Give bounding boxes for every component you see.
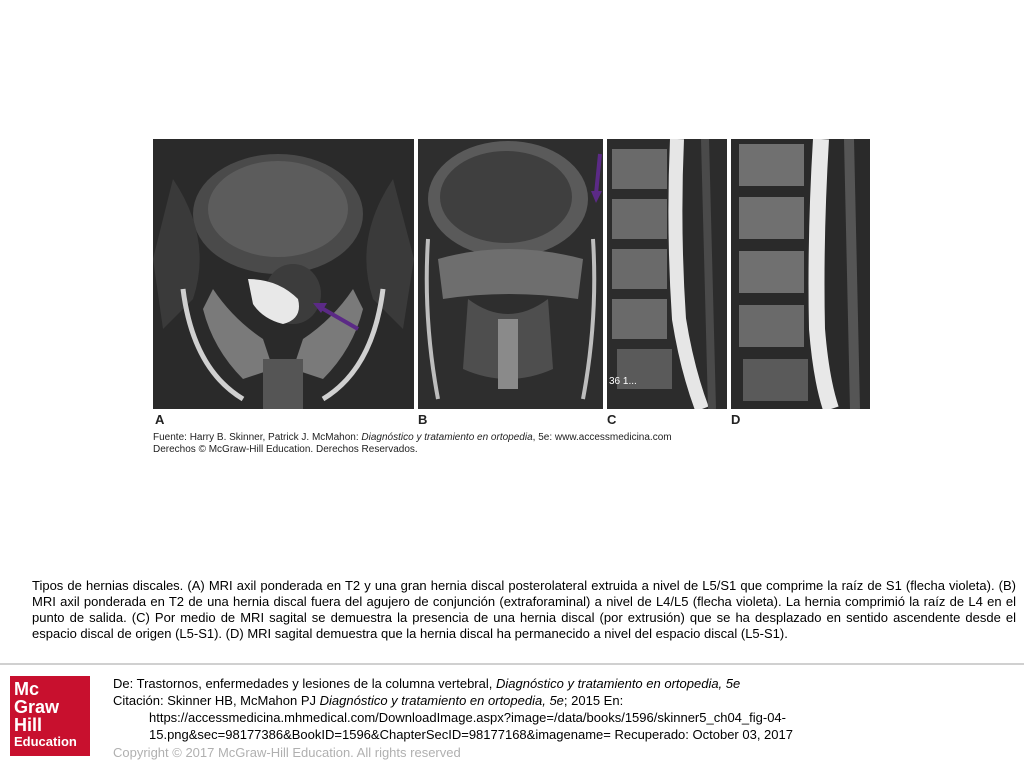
panel-label-c: C <box>607 412 617 427</box>
figure-source-line: Fuente: Harry B. Skinner, Patrick J. McMahon: Diagnóstico y tratamiento en ortopedia, 5e: www.accessmedicina.com <box>153 432 672 443</box>
citation-url-line2: 15.png&sec=98177386&BookID=1596&ChapterSecID=98177168&imagename= Recuperado: October 03, 2017 <box>149 727 793 742</box>
panel-label-d: D <box>731 412 741 427</box>
figure-caption: Tipos de hernias discales. (A) MRI axil ponderada en T2 y una gran hernia discal posterolateral extruida a nivel de L5/S1 que comprime la raíz de S1 (flecha violeta). (B) MRI axil ponderada en T2 de una hernia discal fuera del agujero de conjunción (extraforaminal) a nivel de L4/L5 (flecha violeta). La hernia comprimió la raíz de L4 en el punto de salida. (C) Por medio de MRI sagital se demuestra la presencia de una hernia discal (por extrusión) que se ha desplazado en sentido ascendente desde el espacio discal de origen (L5-S1). (D) MRI sagital demuestra que la hernia discal ha permanecido a nivel del espacio discal (L5-S1). <box>32 578 1016 641</box>
panel-label-b: B <box>418 412 428 427</box>
citation-url-line1: https://accessmedicina.mhmedical.com/DownloadImage.aspx?image=/data/books/1596/skinner5_ch04_fig-04- <box>149 710 786 725</box>
citation-line: Citación: Skinner HB, McMahon PJ Diagnóstico y tratamiento en ortopedia, 5e; 2015 En: <box>113 693 624 708</box>
source-chapter-line: De: Trastornos, enfermedades y lesiones de la columna vertebral, Diagnóstico y tratamiento en ortopedia, 5e <box>113 676 741 691</box>
mri-figure <box>153 137 870 453</box>
figure-rights-line: Derechos © McGraw-Hill Education. Derechos Reservados. <box>153 444 418 455</box>
mcgraw-hill-logo: Mc Graw Hill Education <box>10 676 90 756</box>
mri-panel-b <box>418 139 603 409</box>
mri-panel-c <box>607 139 727 409</box>
mri-panel-d <box>731 139 870 409</box>
figure-credit <box>153 432 870 456</box>
citation-footer <box>113 675 1013 761</box>
footer-divider <box>0 663 1024 665</box>
mri-panel-a <box>153 139 414 409</box>
panel-c-overlay: 36 1... <box>609 376 637 387</box>
panel-label-a: A <box>155 412 165 427</box>
copyright-notice: Copyright © 2017 McGraw-Hill Education. All rights reserved <box>113 745 461 760</box>
